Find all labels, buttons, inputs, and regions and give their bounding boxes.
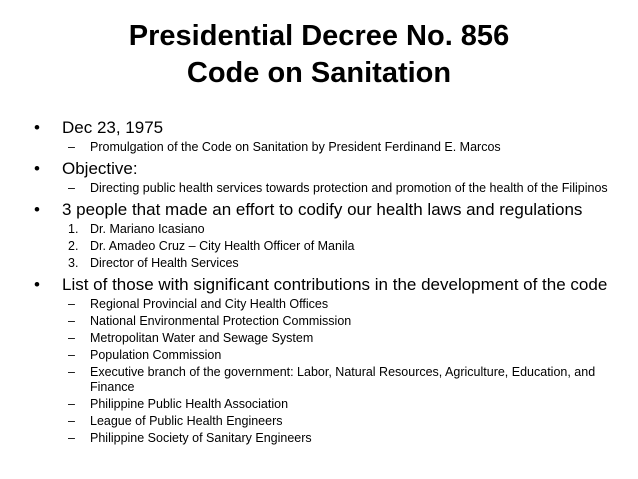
sub-item — [34, 414, 614, 429]
title-line-2: Code on Sanitation — [186, 57, 452, 89]
sub-item — [34, 365, 614, 395]
bullet-contributors — [34, 275, 614, 295]
bullet-text: 3 people that made an effort to codify our health laws and regulations — [62, 200, 583, 219]
numbered-item — [34, 239, 614, 254]
sub-item-text: Philippine Public Health Association — [90, 397, 289, 411]
sub-list — [34, 297, 614, 446]
sub-item-text: Population Commission — [90, 348, 222, 362]
dash-marker: – — [68, 140, 75, 154]
bullet-marker: • — [34, 275, 40, 294]
bullet-date — [34, 118, 614, 138]
sub-item — [34, 431, 614, 446]
sub-item — [34, 140, 614, 155]
number-marker: 2. — [68, 239, 79, 253]
numbered-item-text: Dr. Mariano Icasiano — [90, 222, 205, 236]
sub-item-text: Promulgation of the Code on Sanitation by President Ferdinand E. Marcos — [90, 140, 501, 154]
bullet-marker: • — [34, 159, 40, 178]
sub-item — [34, 181, 614, 196]
sub-item — [34, 314, 614, 329]
dash-marker: – — [68, 414, 75, 428]
numbered-item-text: Director of Health Services — [90, 256, 239, 270]
bullet-text: Objective: — [62, 159, 138, 178]
numbered-item — [34, 222, 614, 237]
dash-marker: – — [68, 331, 75, 345]
numbered-item-text: Dr. Amadeo Cruz – City Health Officer of Manila — [90, 239, 355, 253]
dash-marker: – — [68, 365, 75, 379]
sub-item — [34, 397, 614, 412]
sub-list — [34, 140, 614, 155]
bullet-marker: • — [34, 200, 40, 219]
bullet-marker: • — [34, 118, 40, 137]
bullet-text: List of those with significant contributions in the development of the code — [62, 275, 608, 294]
numbered-item — [34, 256, 614, 271]
dash-marker: – — [68, 314, 75, 328]
numbered-list — [34, 222, 614, 271]
sub-item-text: League of Public Health Engineers — [90, 414, 283, 428]
sub-item-text: Directing public health services towards protection and promotion of the health of the Filipinos — [90, 181, 608, 195]
sub-item — [34, 297, 614, 312]
sub-item — [34, 348, 614, 363]
dash-marker: – — [68, 348, 75, 362]
bullet-text: Dec 23, 1975 — [62, 118, 164, 137]
sub-item-text: National Environmental Protection Commission — [90, 314, 352, 328]
number-marker: 1. — [68, 222, 79, 236]
slide-title — [0, 18, 638, 92]
number-marker: 3. — [68, 256, 79, 270]
title-line-1: Presidential Decree No. 856 — [128, 20, 510, 52]
dash-marker: – — [68, 297, 75, 311]
dash-marker: – — [68, 397, 75, 411]
sub-item-text: Philippine Society of Sanitary Engineers — [90, 431, 312, 445]
bullet-people — [34, 200, 614, 220]
dash-marker: – — [68, 431, 75, 445]
bullet-objective — [34, 159, 614, 179]
sub-item-text: Executive branch of the government: Labor, Natural Resources, Agriculture, Education, and Finance — [90, 365, 596, 394]
sub-item-text: Regional Provincial and City Health Offices — [90, 297, 329, 311]
sub-list — [34, 181, 614, 196]
sub-item — [34, 331, 614, 346]
sub-item-text: Metropolitan Water and Sewage System — [90, 331, 314, 345]
dash-marker: – — [68, 181, 75, 195]
slide-content — [34, 114, 614, 446]
